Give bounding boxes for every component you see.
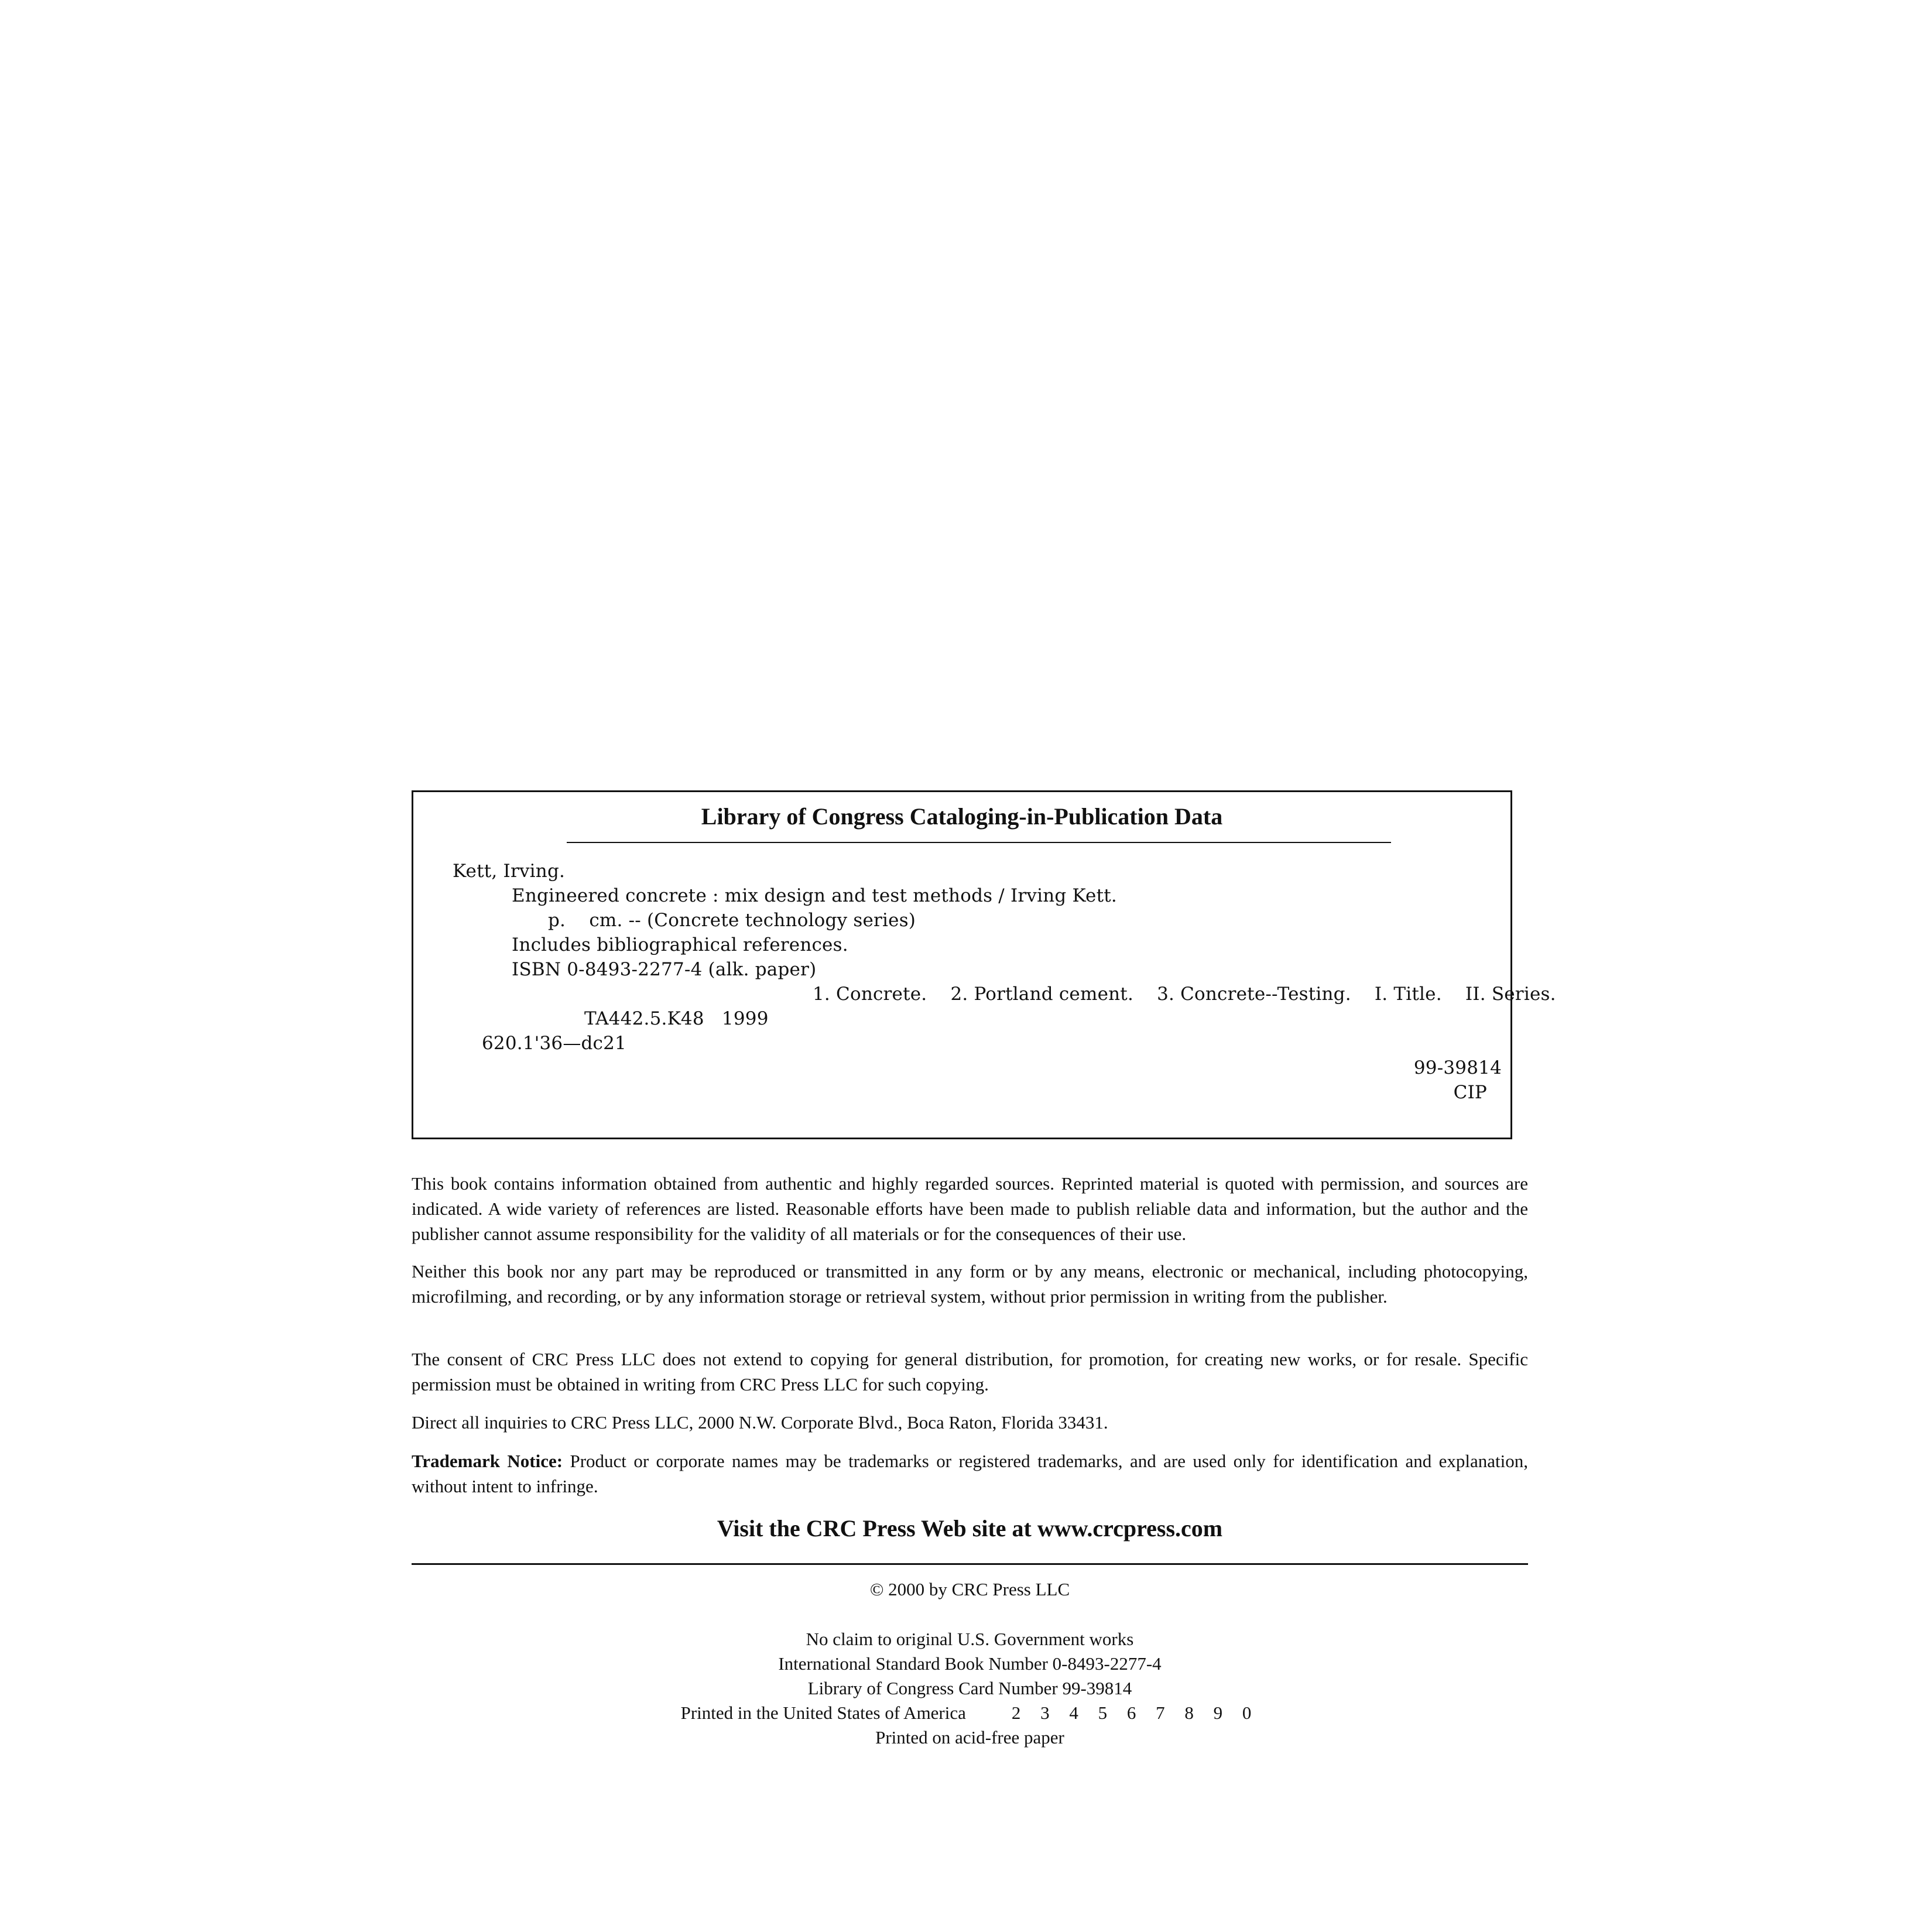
- cip-title: Engineered concrete : mix design and test methods / Irving Kett.: [512, 885, 1117, 906]
- gov-works-line: No claim to original U.S. Government works: [806, 1629, 1134, 1649]
- para-reproduction: Neither this book nor any part may be reproduced or transmitted in any form or by any means, electronic or mechanical, including photocopying, microfilming, and recording, or by any information storage or retrieval system, without prior permission in writing from the publisher.: [412, 1261, 1528, 1307]
- cip-subject-series: II. Series.: [1465, 984, 1556, 1005]
- cip-subject-2: 2. Portland cement.: [950, 984, 1133, 1005]
- cip-lc-class: TA442.5.K48 1999: [584, 1008, 769, 1029]
- printed-line: [412, 1703, 1528, 1724]
- cip-lccn: 99-39814: [1413, 1057, 1502, 1078]
- para-consent: The consent of CRC Press LLC does not extend to copying for general distribution, for promotion, for creating new works, or for resale. Specific permission must be obtained in writing from CRC Press LLC for such copying.: [412, 1349, 1528, 1395]
- cip-heading-rule: [567, 842, 1391, 843]
- cip-mark: CIP: [1453, 1082, 1487, 1103]
- cip-isbn: ISBN 0-8493-2277-4 (alk. paper): [512, 959, 817, 980]
- lccn-line: Library of Congress Card Number 99-39814: [807, 1678, 1132, 1698]
- trademark-text: Product or corporate names may be trademarks or registered trademarks, and are used only for identification and explanation, without intent to infringe.: [412, 1451, 1528, 1496]
- printing-number-line: 2 3 4 5 6 7 8 9 0: [1011, 1703, 1259, 1723]
- cip-notes: Includes bibliographical references.: [512, 934, 848, 955]
- trademark-notice: [412, 1448, 1528, 1499]
- acid-free-line: Printed on acid-free paper: [875, 1727, 1064, 1748]
- cip-physical: p. cm. -- (Concrete technology series): [548, 910, 916, 931]
- visit-website: Visit the CRC Press Web site at www.crcpress.com: [717, 1515, 1223, 1542]
- cip-data-box: [412, 790, 1556, 1139]
- trademark-label: Trademark Notice:: [412, 1451, 563, 1471]
- cip-dewey: 620.1'36—dc21: [482, 1033, 626, 1054]
- cip-heading: Library of Congress Cataloging-in-Publication Data: [701, 803, 1223, 830]
- para-sources: This book contains information obtained from authentic and highly regarded sources. Reprinted material is quoted with permission, and sources are indicated. A wide variety of references are listed. Reasonable efforts have been made to publish reliable data and information, but the author and the publisher cannot assume responsibility for the validity of all materials or for the consequences of their use.: [412, 1173, 1528, 1244]
- cip-subject-3: 3. Concrete--Testing.: [1157, 984, 1351, 1005]
- cip-subjects: [813, 984, 1556, 1005]
- printed-country: Printed in the United States of America: [680, 1703, 966, 1723]
- cip-author: Kett, Irving.: [453, 861, 566, 882]
- cip-subject-title: I. Title.: [1374, 984, 1442, 1005]
- copyright-line: © 2000 by CRC Press LLC: [869, 1579, 1070, 1599]
- para-inquiries: Direct all inquiries to CRC Press LLC, 2000 N.W. Corporate Blvd., Boca Raton, Florida 33431.: [412, 1412, 1108, 1433]
- cip-subject-1: 1. Concrete.: [813, 984, 927, 1005]
- isbn-line: International Standard Book Number 0-8493-2277-4: [778, 1653, 1162, 1674]
- bottom-rule: [412, 1563, 1528, 1565]
